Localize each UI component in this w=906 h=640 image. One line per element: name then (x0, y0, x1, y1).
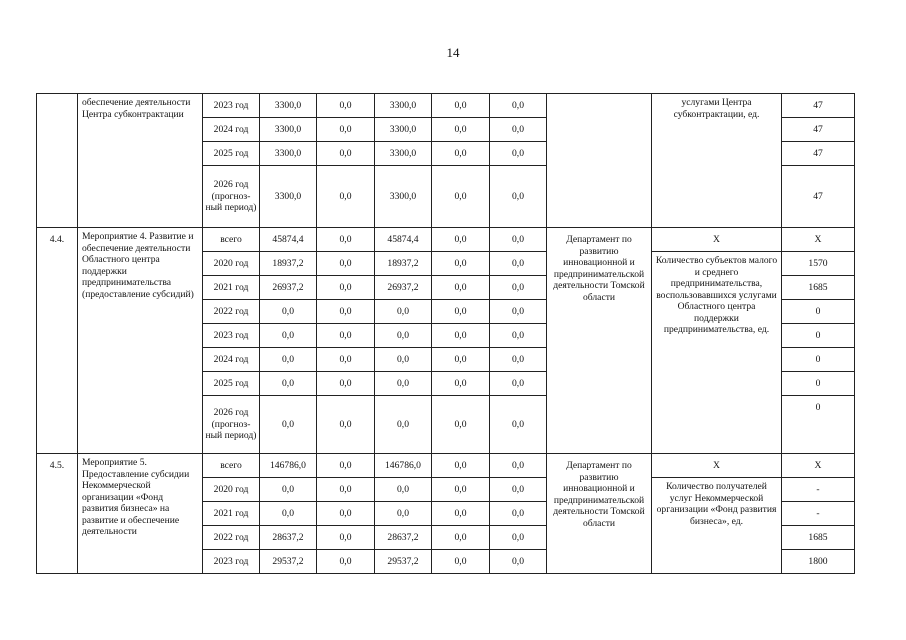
total-cell: 3300,0 (260, 142, 317, 166)
activity-name: обеспечение деятельности Центра субконтрактации (78, 94, 203, 228)
period-cell: 2025 год (203, 372, 260, 396)
regional-cell: 18937,2 (375, 252, 432, 276)
period-cell: 2021 год (203, 502, 260, 526)
target-cell: 47 (782, 118, 855, 142)
local-cell: 0,0 (432, 118, 490, 142)
total-cell: 3300,0 (260, 166, 317, 228)
target-cell: 1685 (782, 276, 855, 300)
indicator-x-cell: Х (652, 454, 782, 478)
period-cell: 2024 год (203, 348, 260, 372)
regional-cell: 3300,0 (375, 142, 432, 166)
period-cell: 2026 год (прогноз-ный период) (203, 396, 260, 454)
extra-budget-cell: 0,0 (490, 228, 547, 252)
total-cell: 146786,0 (260, 454, 317, 478)
federal-cell: 0,0 (317, 324, 375, 348)
extra-budget-cell: 0,0 (490, 502, 547, 526)
target-cell: 1570 (782, 252, 855, 276)
local-cell: 0,0 (432, 372, 490, 396)
federal-cell: 0,0 (317, 348, 375, 372)
extra-budget-cell: 0,0 (490, 324, 547, 348)
total-cell: 0,0 (260, 396, 317, 454)
total-cell: 26937,2 (260, 276, 317, 300)
index-cell: 4.4. (37, 228, 78, 454)
total-cell: 0,0 (260, 300, 317, 324)
extra-budget-cell: 0,0 (490, 300, 547, 324)
local-cell: 0,0 (432, 348, 490, 372)
indicator-name: услугами Центра субконтрактации, ед. (652, 94, 782, 228)
period-cell: 2020 год (203, 252, 260, 276)
department-cell: Департамент по развитию инновационной и предпринимательской деятельности Томской области (547, 228, 652, 454)
local-cell: 0,0 (432, 478, 490, 502)
local-cell: 0,0 (432, 396, 490, 454)
federal-cell: 0,0 (317, 252, 375, 276)
total-cell: 0,0 (260, 348, 317, 372)
period-cell: 2026 год (прогноз-ный период) (203, 166, 260, 228)
federal-cell: 0,0 (317, 118, 375, 142)
period-cell: 2022 год (203, 526, 260, 550)
indicator-name: Количество субъектов малого и среднего предпринимательства, воспользовавшихся услугами Областного центра поддержки предпринимательства, ед. (652, 252, 782, 454)
regional-cell: 0,0 (375, 348, 432, 372)
extra-budget-cell: 0,0 (490, 142, 547, 166)
target-cell: 47 (782, 166, 855, 228)
federal-cell: 0,0 (317, 396, 375, 454)
period-cell: 2021 год (203, 276, 260, 300)
extra-budget-cell: 0,0 (490, 348, 547, 372)
extra-budget-cell: 0,0 (490, 396, 547, 454)
federal-cell: 0,0 (317, 478, 375, 502)
table-row (37, 94, 855, 118)
federal-cell: 0,0 (317, 526, 375, 550)
local-cell: 0,0 (432, 252, 490, 276)
regional-cell: 0,0 (375, 478, 432, 502)
target-cell: - (782, 502, 855, 526)
target-cell: - (782, 478, 855, 502)
regional-cell: 0,0 (375, 372, 432, 396)
index-cell: 4.5. (37, 454, 78, 574)
extra-budget-cell: 0,0 (490, 252, 547, 276)
total-cell: 3300,0 (260, 94, 317, 118)
local-cell: 0,0 (432, 550, 490, 574)
period-cell: 2024 год (203, 118, 260, 142)
total-cell: 3300,0 (260, 118, 317, 142)
target-cell: 47 (782, 142, 855, 166)
extra-budget-cell: 0,0 (490, 166, 547, 228)
federal-cell: 0,0 (317, 94, 375, 118)
regional-cell: 0,0 (375, 502, 432, 526)
target-cell: 0 (782, 372, 855, 396)
target-cell: 0 (782, 324, 855, 348)
target-cell: 1685 (782, 526, 855, 550)
regional-cell: 29537,2 (375, 550, 432, 574)
federal-cell: 0,0 (317, 300, 375, 324)
activity-name: Мероприятие 4. Развитие и обеспечение деятельности Областного центра поддержки предпринимательства (предоставление субсидий) (78, 228, 203, 454)
local-cell: 0,0 (432, 94, 490, 118)
regional-cell: 0,0 (375, 324, 432, 348)
target-cell: 1800 (782, 550, 855, 574)
regional-cell: 3300,0 (375, 94, 432, 118)
period-cell: 2023 год (203, 550, 260, 574)
federal-cell: 0,0 (317, 502, 375, 526)
target-cell: Х (782, 228, 855, 252)
department-cell (547, 94, 652, 228)
table-row (37, 228, 855, 252)
local-cell: 0,0 (432, 324, 490, 348)
regional-cell: 3300,0 (375, 118, 432, 142)
local-cell: 0,0 (432, 526, 490, 550)
extra-budget-cell: 0,0 (490, 526, 547, 550)
program-table (36, 93, 855, 574)
federal-cell: 0,0 (317, 142, 375, 166)
local-cell: 0,0 (432, 454, 490, 478)
local-cell: 0,0 (432, 228, 490, 252)
total-cell: 18937,2 (260, 252, 317, 276)
local-cell: 0,0 (432, 300, 490, 324)
total-cell: 28637,2 (260, 526, 317, 550)
regional-cell: 146786,0 (375, 454, 432, 478)
page-number: 14 (446, 45, 460, 60)
total-cell: 45874,4 (260, 228, 317, 252)
total-cell: 29537,2 (260, 550, 317, 574)
total-cell: 0,0 (260, 478, 317, 502)
period-cell: 2023 год (203, 94, 260, 118)
federal-cell: 0,0 (317, 550, 375, 574)
regional-cell: 0,0 (375, 300, 432, 324)
extra-budget-cell: 0,0 (490, 94, 547, 118)
federal-cell: 0,0 (317, 166, 375, 228)
federal-cell: 0,0 (317, 276, 375, 300)
local-cell: 0,0 (432, 276, 490, 300)
local-cell: 0,0 (432, 142, 490, 166)
total-cell: 0,0 (260, 324, 317, 348)
target-cell: 0 (782, 396, 855, 454)
period-cell: 2023 год (203, 324, 260, 348)
indicator-x-cell: Х (652, 228, 782, 252)
regional-cell: 45874,4 (375, 228, 432, 252)
regional-cell: 0,0 (375, 396, 432, 454)
federal-cell: 0,0 (317, 372, 375, 396)
extra-budget-cell: 0,0 (490, 454, 547, 478)
index-cell (37, 94, 78, 228)
extra-budget-cell: 0,0 (490, 276, 547, 300)
extra-budget-cell: 0,0 (490, 550, 547, 574)
federal-cell: 0,0 (317, 454, 375, 478)
table-row (37, 454, 855, 478)
activity-name: Мероприятие 5. Предоставление субсидии Некоммерческой организации «Фонд развития бизнеса» на развитие и обеспечение деятельности (78, 454, 203, 574)
regional-cell: 26937,2 (375, 276, 432, 300)
extra-budget-cell: 0,0 (490, 118, 547, 142)
local-cell: 0,0 (432, 502, 490, 526)
period-cell: всего (203, 454, 260, 478)
regional-cell: 28637,2 (375, 526, 432, 550)
local-cell: 0,0 (432, 166, 490, 228)
extra-budget-cell: 0,0 (490, 372, 547, 396)
regional-cell: 3300,0 (375, 166, 432, 228)
period-cell: 2022 год (203, 300, 260, 324)
indicator-name: Количество получателей услуг Некоммерческой организации «Фонд развития бизнеса», ед. (652, 478, 782, 574)
target-cell: Х (782, 454, 855, 478)
period-cell: 2025 год (203, 142, 260, 166)
target-cell: 0 (782, 300, 855, 324)
target-cell: 0 (782, 348, 855, 372)
extra-budget-cell: 0,0 (490, 478, 547, 502)
federal-cell: 0,0 (317, 228, 375, 252)
table-body (37, 94, 855, 574)
period-cell: 2020 год (203, 478, 260, 502)
total-cell: 0,0 (260, 502, 317, 526)
department-cell: Департамент по развитию инновационной и предпринимательской деятельности Томской области (547, 454, 652, 574)
target-cell: 47 (782, 94, 855, 118)
total-cell: 0,0 (260, 372, 317, 396)
period-cell: всего (203, 228, 260, 252)
